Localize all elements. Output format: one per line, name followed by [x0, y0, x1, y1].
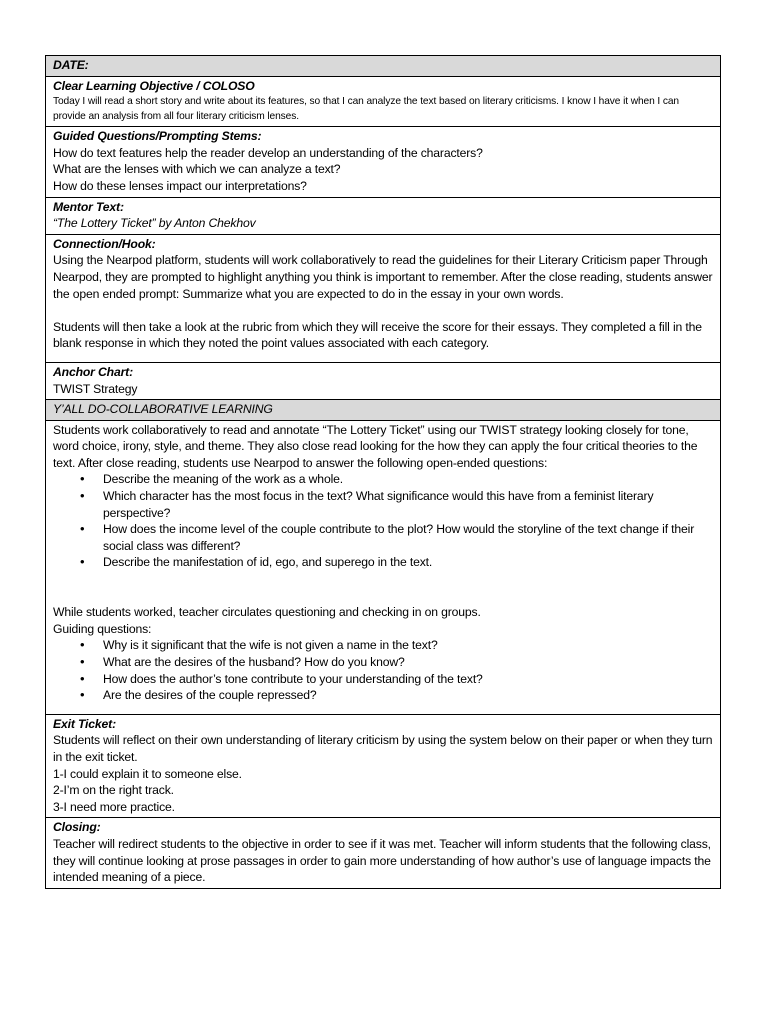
mentor-label: Mentor Text: [53, 199, 124, 214]
guided-question: What are the lenses with which we can analyze a text? [53, 162, 341, 177]
list-item: • Describe the manifestation of id, ego, and superego in the text. [103, 554, 713, 571]
yall-header-row [46, 400, 721, 421]
list-item: • How does the income level of the couple contribute to the plot? How would the storyline of the text change if their social class was different? [103, 521, 713, 554]
exit-scale-item: 1-I could explain it to someone else. [53, 766, 242, 781]
exit-scale-item: 3-I need more practice. [53, 799, 175, 814]
hook-label: Connection/Hook: [53, 236, 156, 251]
guided-row [46, 127, 721, 197]
anchor-text: TWIST Strategy [53, 381, 138, 396]
hook-paragraph: Using the Nearpod platform, students will work collaboratively to read the guidelines for their Literary Criticism paper Through Nearpod, they are prompted to highlight anything you think is important to remember. After the close reading, students answer the open ended prompt: Summarize what you are expected to do in the essay in your own words. [53, 253, 713, 301]
anchor-row [46, 362, 721, 399]
hook-paragraph: Students will then take a look at the rubric from which they will receive the score for their essays. They completed a fill in the blank response in which they noted the point values associated with each category. [53, 319, 702, 351]
yall-body-cell [46, 420, 721, 714]
anchor-cell [46, 362, 721, 399]
list-item: • What are the desires of the husband? How do you know? [103, 654, 713, 671]
exit-label: Exit Ticket: [53, 716, 116, 731]
anchor-label: Anchor Chart: [53, 364, 133, 379]
date-label: DATE: [53, 58, 89, 72]
closing-row [46, 818, 721, 888]
closing-text: Teacher will redirect students to the objective in order to see if it was met. Teacher will inform students that the following class, they will continue looking at prose passages in order to gain more understanding of how author’s use of language impacts the intended meaning of a piece. [53, 836, 711, 885]
hook-cell [46, 234, 721, 362]
open-ended-question-list [53, 471, 713, 571]
guided-label: Guided Questions/Prompting Stems: [53, 129, 262, 144]
list-item: • Describe the meaning of the work as a whole. [103, 471, 713, 488]
yall-header-cell [46, 400, 721, 421]
hook-row [46, 234, 721, 362]
exit-scale-item: 2-I’m on the right track. [53, 783, 174, 798]
yall-circulate-text: While students worked, teacher circulates questioning and checking in on groups. [53, 605, 481, 620]
guiding-questions-label: Guiding questions: [53, 621, 152, 636]
exit-text: Students will reflect on their own understanding of literary criticism by using the system below on their paper or when they turn in the exit ticket. [53, 733, 713, 764]
objective-cell [46, 76, 721, 127]
objective-row [46, 76, 721, 127]
lesson-plan-table [45, 55, 721, 889]
date-row [46, 56, 721, 77]
yall-label: Y’ALL DO-COLLABORATIVE LEARNING [53, 402, 273, 417]
objective-text: Today I will read a short story and write about its features, so that I can analyze the text based on literary criticisms. I know I have it when I can provide an analysis from all four literary criticism lenses. [53, 96, 679, 123]
exit-cell [46, 714, 721, 818]
guiding-question-list [53, 637, 713, 703]
closing-label: Closing: [53, 820, 101, 835]
yall-body-row [46, 420, 721, 714]
exit-row [46, 714, 721, 818]
list-item: • Which character has the most focus in the text? What significance would this have from a feminist literary perspective? [103, 488, 713, 521]
guided-question: How do these lenses impact our interpretations? [53, 178, 307, 193]
list-item: • Why is it significant that the wife is not given a name in the text? [103, 637, 713, 654]
list-item: • How does the author’s tone contribute to your understanding of the text? [103, 671, 713, 688]
guided-question: How do text features help the reader develop an understanding of the characters? [53, 145, 483, 160]
mentor-row [46, 197, 721, 234]
yall-intro: Students work collaboratively to read and annotate “The Lottery Ticket” using our TWIST strategy looking closely for tone, word choice, irony, style, and theme. They also close read looking for the how they can apply the four critical theories to the text. After close reading, students use Nearpod to answer the following open-ended questions: [53, 422, 698, 470]
closing-cell [46, 818, 721, 888]
list-item: • Are the desires of the couple repressed? [103, 687, 713, 704]
date-cell [46, 56, 721, 77]
mentor-cell [46, 197, 721, 234]
lesson-plan-page [45, 55, 721, 889]
objective-label: Clear Learning Objective / COLOSO [53, 78, 255, 93]
mentor-text: “The Lottery Ticket” by Anton Chekhov [53, 216, 256, 231]
guided-cell [46, 127, 721, 197]
